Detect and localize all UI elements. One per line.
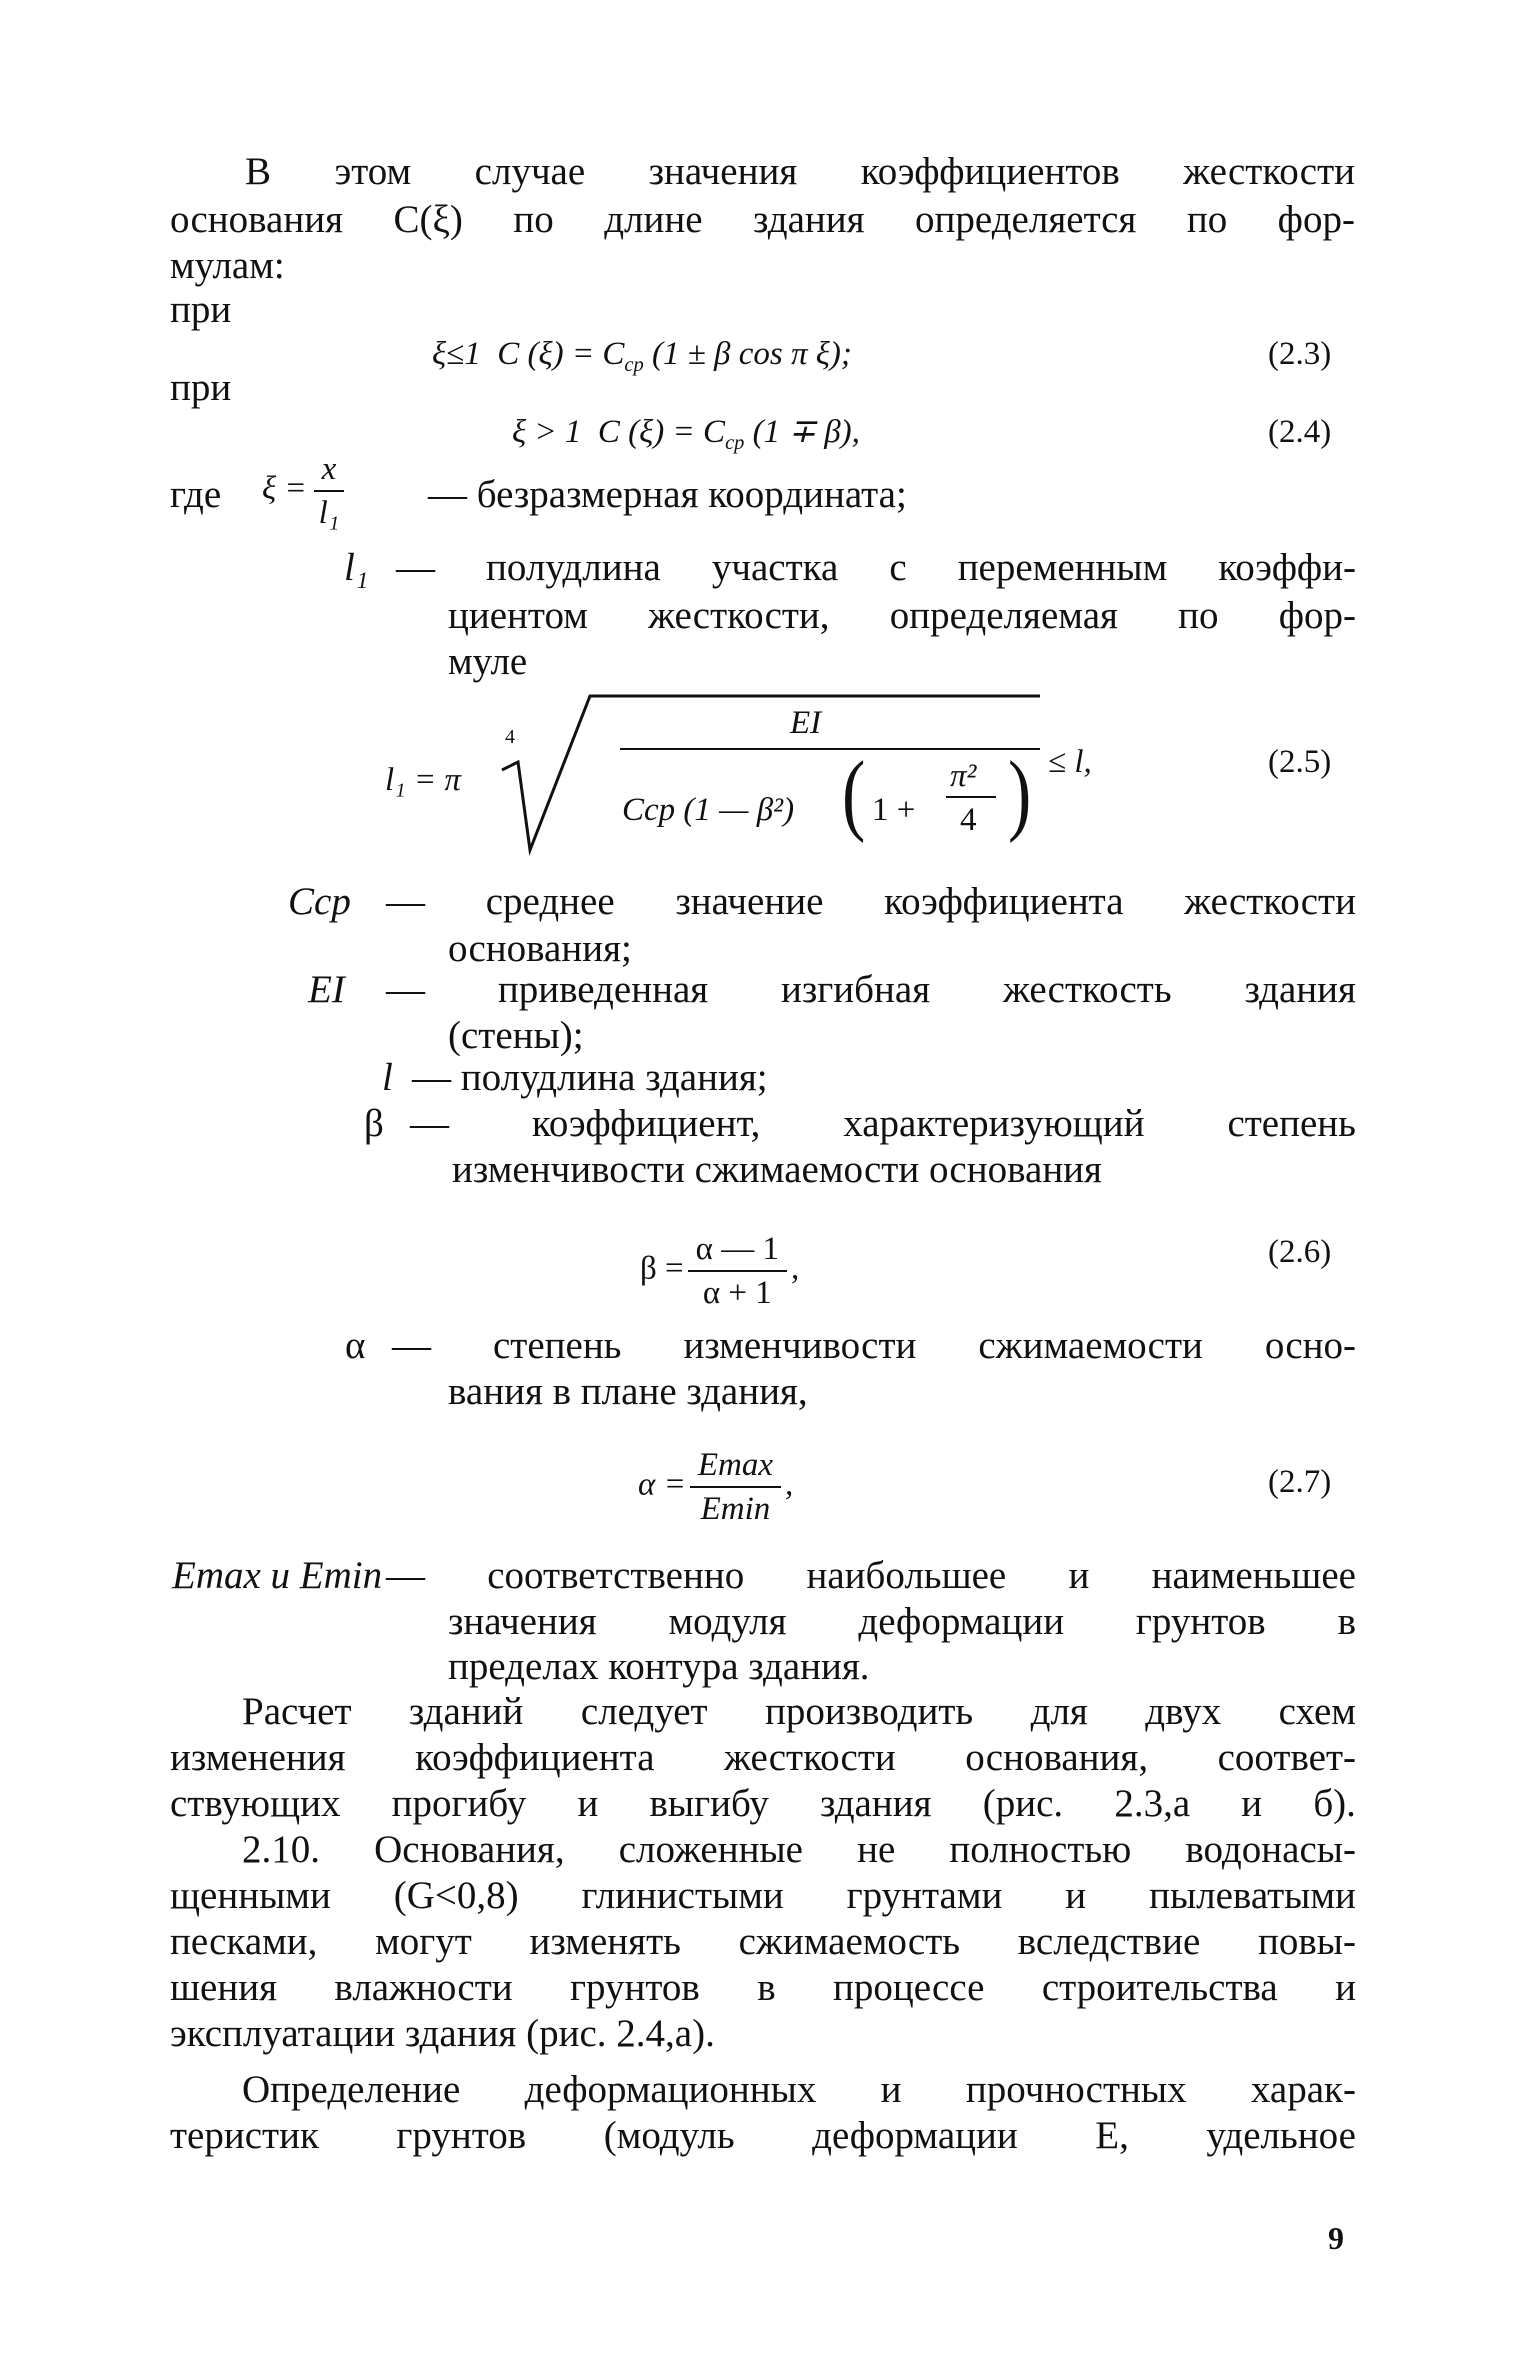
para3-line4 xyxy=(170,1966,1356,2010)
word: и xyxy=(1065,1874,1087,1917)
equation-number-2-7: (2.7) xyxy=(1268,1464,1332,1500)
word: циентом xyxy=(448,594,588,637)
para2-line1 xyxy=(242,1690,1356,1734)
word: (G<0,8) xyxy=(393,1874,519,1917)
equation-number-2-3: (2.3) xyxy=(1268,336,1332,372)
word: фор- xyxy=(1277,198,1355,241)
equation-number-2-4: (2.4) xyxy=(1268,414,1332,450)
def-emax-symbol: Emax и Emin xyxy=(172,1554,383,1597)
paren-fraction-num: π² xyxy=(950,758,977,794)
word: определяется xyxy=(915,198,1137,241)
def-ei-line1 xyxy=(386,968,1356,1012)
def-l-symbol: l xyxy=(382,1056,393,1099)
word: полностью xyxy=(949,1828,1132,1871)
word: жесткости xyxy=(1184,880,1356,923)
word: определяемая xyxy=(889,594,1118,637)
word: могут xyxy=(375,1920,472,1963)
l1-definition-line3: муле xyxy=(448,640,528,683)
word: модуля xyxy=(668,1600,787,1643)
word: сжимаемости xyxy=(978,1324,1203,1367)
word: этом xyxy=(334,150,412,193)
word: щенными xyxy=(170,1874,331,1917)
word: глинистыми xyxy=(581,1874,784,1917)
word: схем xyxy=(1278,1690,1356,1733)
word: прогибу xyxy=(391,1782,527,1825)
word: деформационных xyxy=(524,2068,817,2111)
pri-label-1: при xyxy=(170,288,232,331)
word: сложенные xyxy=(618,1828,803,1871)
word: значение xyxy=(675,880,824,923)
word: жесткости xyxy=(724,1736,896,1779)
para1-line3: мулам: xyxy=(170,244,285,287)
word: грунтами xyxy=(846,1874,1003,1917)
paren-prefix: 1 + xyxy=(872,792,916,828)
word: повы- xyxy=(1257,1920,1356,1963)
word: Расчет xyxy=(242,1690,352,1733)
word: б). xyxy=(1313,1782,1356,1825)
word: для xyxy=(1030,1690,1088,1733)
word: значения xyxy=(648,150,798,193)
equation-2-5-denominator: Cср (1 — β²) xyxy=(622,792,795,828)
paren-fraction-den: 4 xyxy=(960,802,977,838)
def-c-symbol: Cср xyxy=(288,880,351,923)
word: сжимаемость xyxy=(738,1920,961,1963)
word: следует xyxy=(580,1690,708,1733)
word: удельное xyxy=(1206,2114,1356,2157)
word: фор- xyxy=(1278,594,1356,637)
word: переменным xyxy=(957,546,1168,589)
def-ei-line2: (стены); xyxy=(448,1014,584,1057)
para4-line1 xyxy=(242,2068,1356,2112)
word: не xyxy=(857,1828,896,1871)
word: грунтов xyxy=(570,1966,700,2009)
word: коэффи- xyxy=(1218,546,1356,589)
l1-definition-line1 xyxy=(396,546,1356,590)
word: выгибу xyxy=(649,1782,769,1825)
def-l-text: — полудлина здания; xyxy=(412,1056,768,1099)
word: коэффициента xyxy=(415,1736,655,1779)
word: 2.3,a xyxy=(1114,1782,1191,1825)
word: Основания, xyxy=(374,1828,565,1871)
word: и xyxy=(1068,1554,1090,1597)
word: — xyxy=(386,968,425,1011)
word: основания, xyxy=(965,1736,1149,1779)
word: жесткость xyxy=(1002,968,1172,1011)
word: — xyxy=(392,1324,431,1367)
word: изменчивости xyxy=(683,1324,917,1367)
def-c-line1 xyxy=(386,880,1356,924)
word: (рис. xyxy=(982,1782,1064,1825)
word: деформации xyxy=(858,1600,1065,1643)
word: зданий xyxy=(408,1690,524,1733)
word: и xyxy=(1241,1782,1263,1825)
word: в xyxy=(757,1966,776,2009)
word: — xyxy=(386,880,425,923)
word: степень xyxy=(1227,1102,1356,1145)
def-alpha-line2: вания в плане здания, xyxy=(448,1370,808,1413)
para3-line2 xyxy=(170,1874,1356,1918)
para3-line3 xyxy=(170,1920,1356,1964)
word: грунтов xyxy=(1135,1600,1266,1643)
word: жесткости xyxy=(1183,150,1355,193)
word: коэффициент, xyxy=(531,1102,761,1145)
def-emax-line1 xyxy=(386,1554,1356,1598)
para3-line1 xyxy=(242,1828,1356,1872)
word: значения xyxy=(448,1600,597,1643)
equation-2-5-lhs: l₁ = π xyxy=(385,762,461,798)
word: вследствие xyxy=(1017,1920,1201,1963)
root-index: 4 xyxy=(505,726,515,748)
word: коэффициента xyxy=(884,880,1124,923)
para4-line2 xyxy=(170,2114,1356,2158)
def-alpha-line1 xyxy=(392,1324,1356,1368)
word: здания xyxy=(1244,968,1356,1011)
word: изменять xyxy=(529,1920,681,1963)
equation-2-5-relation: ≤ l, xyxy=(1048,744,1092,780)
word: водонасы- xyxy=(1185,1828,1356,1871)
word: изменения xyxy=(170,1736,346,1779)
word: песками, xyxy=(170,1920,318,1963)
word: степень xyxy=(492,1324,622,1367)
equation-number-2-5: (2.5) xyxy=(1268,744,1332,780)
word: E, xyxy=(1095,2114,1129,2157)
word: с xyxy=(889,546,907,589)
word: здания xyxy=(820,1782,932,1825)
word: — xyxy=(396,546,435,589)
para2-line2 xyxy=(170,1736,1356,1780)
equation-2-6: β = $\frac{\alpha — 1}{\alpha + 1}$ , xyxy=(640,1231,800,1311)
word: и xyxy=(880,2068,902,2111)
equation-2-5-numerator: EI xyxy=(790,705,822,741)
word: (модуль xyxy=(603,2114,735,2157)
open-paren: ( xyxy=(842,744,866,845)
word: приведенная xyxy=(497,968,709,1011)
para1-line1 xyxy=(245,150,1355,194)
word: грунтов xyxy=(396,2114,527,2157)
word: ствующих xyxy=(170,1782,341,1825)
fraction-bar-2-5 xyxy=(620,748,1040,750)
word: производить xyxy=(764,1690,974,1733)
word: шения xyxy=(170,1966,278,2009)
word: наименьшее xyxy=(1151,1554,1356,1597)
pri-label-2: при xyxy=(170,366,232,409)
l1-symbol: l₁ xyxy=(344,546,369,589)
word: характеризующий xyxy=(843,1102,1145,1145)
word: теристик xyxy=(170,2114,319,2157)
word: пылеватыми xyxy=(1149,1874,1356,1917)
word: полудлина xyxy=(486,546,661,589)
word: изгибная xyxy=(781,968,931,1011)
word: основания xyxy=(170,198,344,241)
l1-definition-line2 xyxy=(448,594,1356,638)
equation-number-2-6: (2.6) xyxy=(1268,1234,1332,1270)
page-number: 9 xyxy=(1328,2220,1344,2256)
where-label: где xyxy=(170,473,222,516)
word: двух xyxy=(1145,1690,1222,1733)
word: В xyxy=(245,150,272,193)
word: здания xyxy=(753,198,865,241)
def-emax-line2 xyxy=(448,1600,1356,1644)
word: деформации xyxy=(812,2114,1018,2157)
xi-definition-formula: ξ = $\frac{x}{\text{l₁}}$ xyxy=(262,450,351,532)
equation-2-3: ξ≤1 C $(\xi) = C_{ср}$ (1 ± β cos π ξ); xyxy=(432,336,852,377)
def-c-line2: основания; xyxy=(448,927,632,970)
word: строительства xyxy=(1041,1966,1278,2009)
def-alpha-symbol: α xyxy=(345,1324,366,1367)
word: случае xyxy=(474,150,586,193)
word: наибольшее xyxy=(806,1554,1007,1597)
word: по xyxy=(513,198,554,241)
word: и xyxy=(577,1782,599,1825)
word: харак- xyxy=(1250,2068,1356,2111)
paren-fraction-bar xyxy=(946,796,996,798)
xi-definition-text: — безразмерная координата; xyxy=(428,473,907,516)
def-beta-line2: изменчивости сжимаемости основания xyxy=(452,1148,1102,1191)
def-ei-symbol: EI xyxy=(308,968,345,1011)
word: коэффициентов xyxy=(860,150,1120,193)
para1-line2 xyxy=(170,198,1355,242)
def-beta-symbol: β xyxy=(364,1102,384,1145)
word: — xyxy=(386,1554,425,1597)
para2-line3 xyxy=(170,1782,1356,1826)
word: по xyxy=(1178,594,1219,637)
word: C(ξ) xyxy=(393,198,463,241)
word: 2.10. xyxy=(242,1828,320,1871)
word: — xyxy=(410,1102,449,1145)
word: влажности xyxy=(334,1966,513,2009)
word: среднее xyxy=(485,880,615,923)
word: процессе xyxy=(833,1966,985,2009)
def-beta-line1 xyxy=(410,1102,1356,1146)
word: соответ- xyxy=(1217,1736,1356,1779)
def-emax-line3: пределах контура здания. xyxy=(448,1645,870,1688)
word: осно- xyxy=(1264,1324,1356,1367)
word: соответственно xyxy=(487,1554,745,1597)
para3-line5: эксплуатации здания (рис. 2.4,a). xyxy=(170,2012,715,2055)
equation-2-7: α = $\frac{Emax}{Emin}$ , xyxy=(638,1447,794,1527)
word: и xyxy=(1335,1966,1356,2009)
word: жесткости, xyxy=(648,594,830,637)
word: в xyxy=(1337,1600,1356,1643)
equation-2-4: ξ > 1 C $(\xi) = C_{ср}$ (1 ∓ β), xyxy=(512,414,860,455)
word: Определение xyxy=(242,2068,461,2111)
word: по xyxy=(1186,198,1228,241)
word: длине xyxy=(604,198,703,241)
word: участка xyxy=(711,546,839,589)
close-paren: ) xyxy=(1008,744,1032,845)
word: прочностных xyxy=(965,2068,1187,2111)
